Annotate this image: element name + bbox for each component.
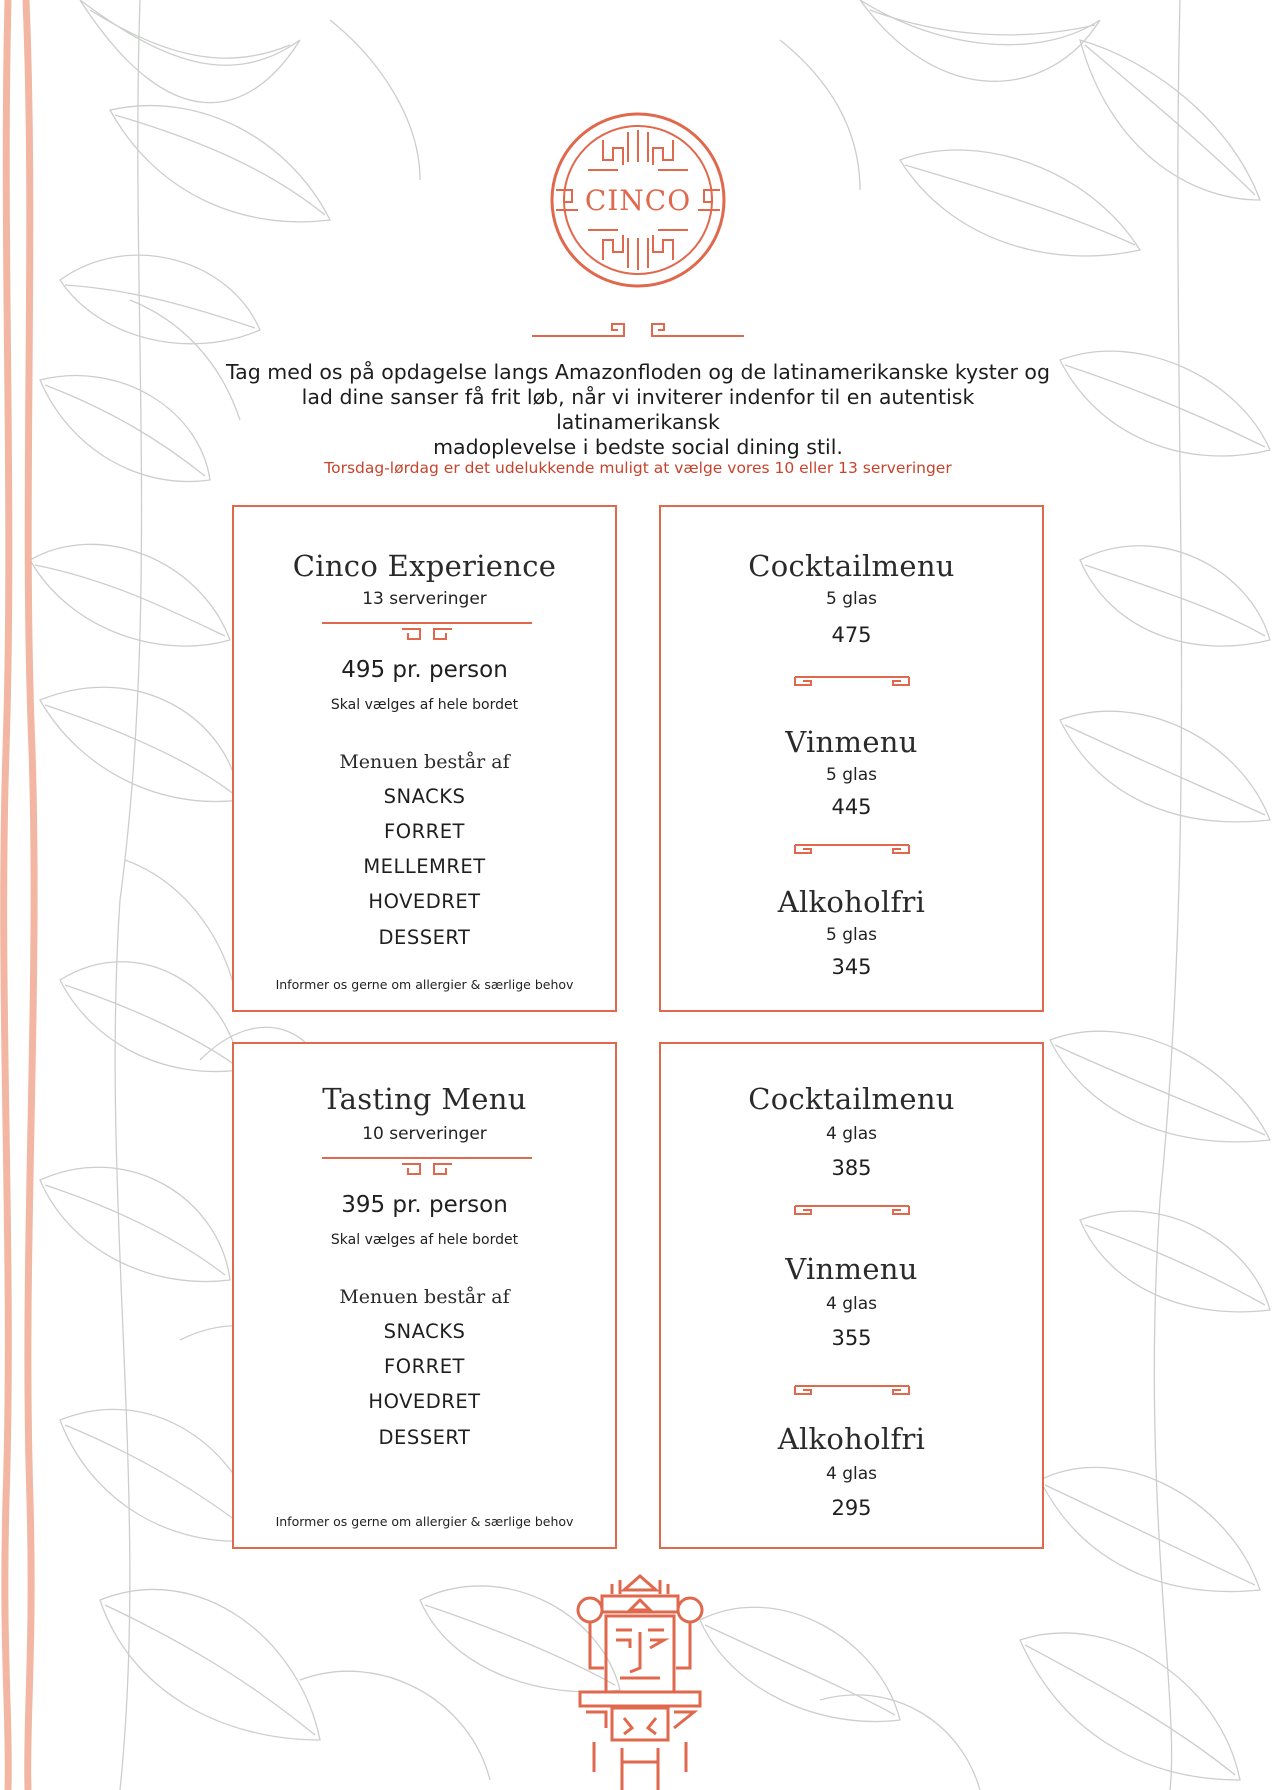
menu-note: Skal vælges af hele bordet (330, 1232, 519, 1248)
greek-key-divider-icon (322, 1152, 532, 1176)
menu-title: Tasting Menu (322, 1082, 527, 1116)
pairing-title: Cocktailmenu (748, 549, 955, 583)
pairing-card-13 (659, 505, 1044, 1012)
menu-card-tasting-menu (232, 1042, 617, 1549)
tribal-mask-icon (572, 1572, 708, 1790)
pairing-price: 475 (831, 623, 872, 647)
pairing-title: Vinmenu (785, 725, 918, 759)
notice-text: Torsdag-lørdag er det udelukkende muligt at vælge vores 10 eller 13 serveringer (324, 459, 952, 477)
menu-price: 495 pr. person (341, 657, 508, 683)
menu-note: Skal vælges af hele bordet (330, 697, 519, 713)
pairing-price: 445 (831, 795, 872, 819)
pairing-card-10 (659, 1042, 1044, 1549)
pairing-price: 345 (831, 955, 872, 979)
intro-line: madoplevelse i bedste social dining stil. (433, 435, 843, 459)
course-item: FORRET (384, 1355, 465, 1378)
course-item: MELLEMRET (363, 855, 486, 878)
course-item: SNACKS (383, 785, 466, 808)
pairing-price: 295 (831, 1496, 872, 1520)
greek-key-divider-icon (793, 1202, 911, 1222)
menu-consists-label: Menuen består af (339, 751, 510, 773)
pairing-price: 385 (831, 1156, 872, 1180)
logo-text: CINCO (584, 184, 692, 217)
intro-line: lad dine sanser få frit løb, når vi inviterer indenfor til en autentisk latinamerikansk (301, 385, 975, 434)
pairing-glasses: 4 glas (825, 1464, 877, 1484)
greek-key-divider-icon (793, 841, 911, 861)
greek-key-divider-icon (322, 617, 532, 641)
pairing-glasses: 5 glas (825, 765, 877, 785)
wave-stripe-decoration (0, 0, 60, 1790)
course-item: DESSERT (378, 1426, 471, 1449)
pairing-glasses: 5 glas (825, 589, 877, 609)
course-item: HOVEDRET (368, 890, 481, 913)
pairing-price: 355 (831, 1326, 872, 1350)
allergy-note: Informer os gerne om allergier & særlige behov (275, 977, 574, 992)
greek-key-divider-icon (532, 318, 744, 342)
menu-servings: 13 serveringer (362, 589, 487, 609)
course-item: HOVEDRET (368, 1390, 481, 1413)
course-item: FORRET (384, 820, 465, 843)
menu-price: 395 pr. person (341, 1192, 508, 1218)
pairing-glasses: 5 glas (825, 925, 877, 945)
pairing-title: Alkoholfri (777, 885, 926, 919)
cinco-logo (548, 110, 728, 290)
course-item: SNACKS (383, 1320, 466, 1343)
course-item: DESSERT (378, 926, 471, 949)
pairing-title: Cocktailmenu (748, 1082, 955, 1116)
greek-key-divider-icon (793, 1382, 911, 1402)
greek-key-divider-icon (793, 673, 911, 693)
menu-servings: 10 serveringer (362, 1124, 487, 1144)
pairing-title: Alkoholfri (777, 1422, 926, 1456)
allergy-note: Informer os gerne om allergier & særlige behov (275, 1514, 574, 1529)
intro-text (220, 360, 1056, 460)
menu-card-cinco-experience (232, 505, 617, 1012)
pairing-title: Vinmenu (785, 1252, 918, 1286)
intro-line: Tag med os på opdagelse langs Amazonfloden og de latinamerikanske kyster og (226, 360, 1050, 384)
pairing-glasses: 4 glas (825, 1294, 877, 1314)
menu-consists-label: Menuen består af (339, 1286, 510, 1308)
pairing-glasses: 4 glas (825, 1124, 877, 1144)
menu-title: Cinco Experience (292, 549, 557, 583)
